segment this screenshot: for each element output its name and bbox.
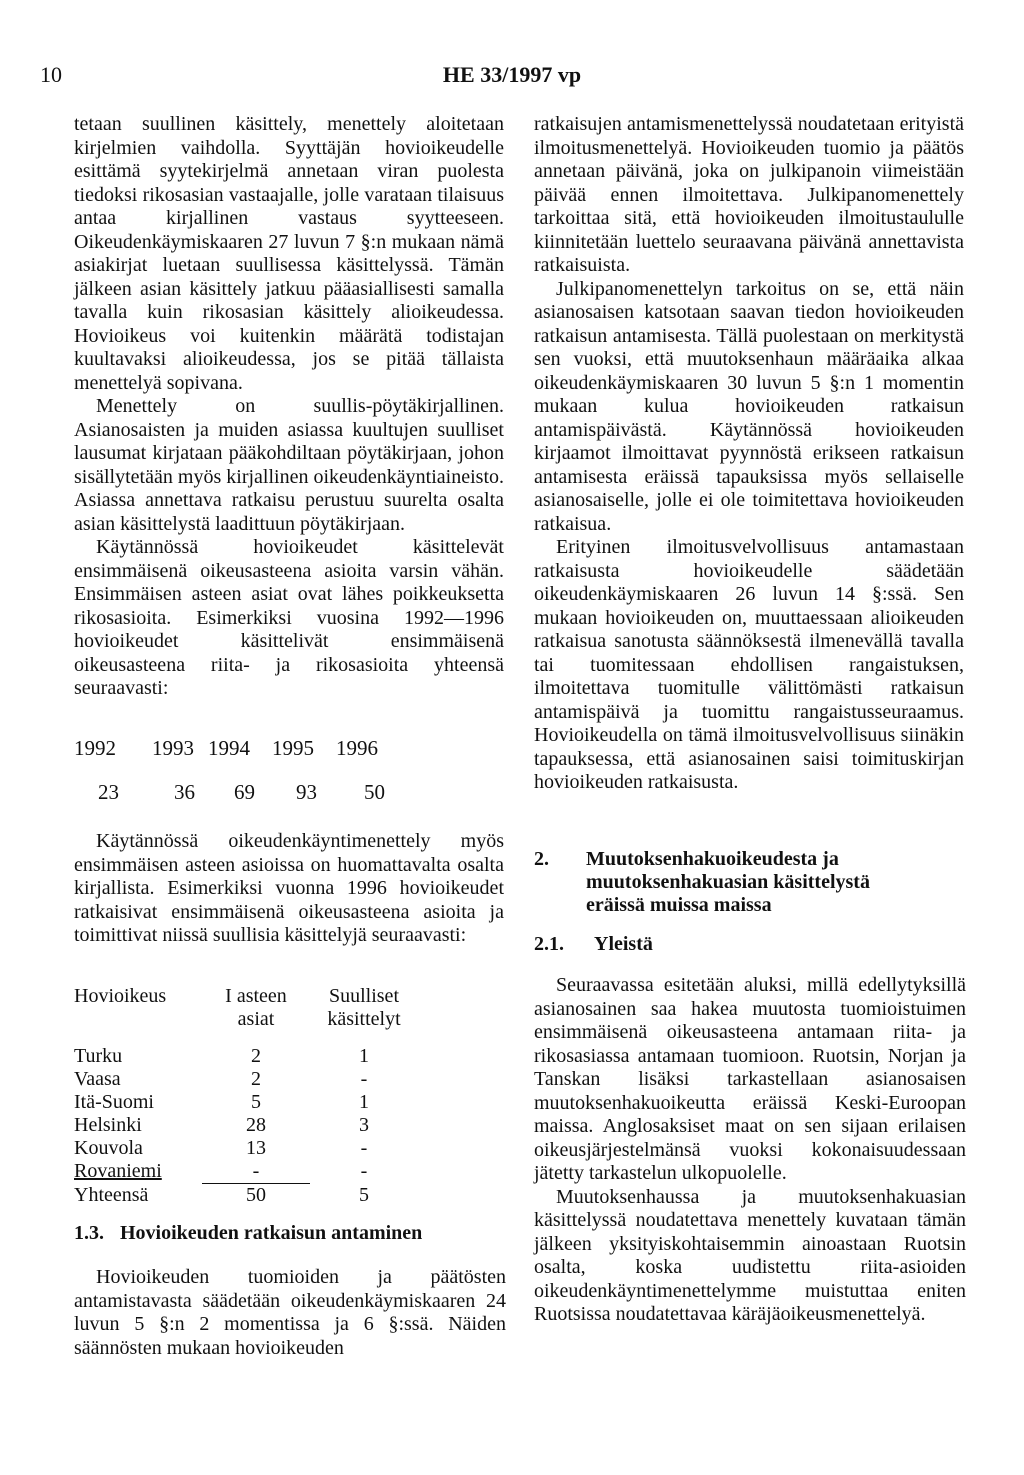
section-heading-2 bbox=[534, 848, 964, 920]
table-row bbox=[74, 1160, 418, 1184]
table-header-line: Suulliset bbox=[328, 985, 399, 1007]
court-name: Itä-Suomi bbox=[74, 1091, 154, 1113]
table-row bbox=[74, 1068, 418, 1091]
document-id: HE 33/1997 vp bbox=[442, 62, 582, 87]
court-name: Helsinki bbox=[74, 1114, 142, 1136]
hearings-value: 3 bbox=[359, 1114, 369, 1136]
paragraph: Menettely on suullis-pöytäkirjallinen. Asianosaisten ja muiden asiassa kuultujen suulliset lausumat kirjataan pääkohdiltaan pöytäkirjaan, johon sisällytetään myös kirjallinen oikeudenkäyntiaineisto. Asiassa annettava ratkaisu perustuu suurelta osalta asian käsittelystä laadittuun pöytäkirjaan. bbox=[74, 395, 504, 535]
years-row bbox=[74, 736, 504, 764]
right-column-bottom bbox=[534, 974, 966, 1327]
section-title: Yleistä bbox=[594, 933, 653, 955]
paragraph: Muutoksenhaussa ja muutoksenhakuasian käsittelyssä noudatettava menettely kuvataan tämän jälkeen yksityiskohtaisemmin ainoastaan Ruotsin osalta, koska uudistettu riita-asioiden oikeudenkäyntimenettelymme muistuttaa eniten Ruotsissa noudatettavaa käräjäoikeusmenettelyä. bbox=[534, 1185, 966, 1325]
hearings-value: 1 bbox=[359, 1091, 369, 1113]
cases-value: - bbox=[202, 1160, 310, 1184]
page-number: 10 bbox=[40, 62, 62, 87]
paragraph: ratkaisujen antamismenettelyssä noudatetaan erityistä ilmoitusmenettelyä. Hovioikeuden tuomio ja päätös annetaan päivänä, joka on julkipanoin viimeistään päivää ennen ilmoitettava. Julkipanomenettely tarkoittaa sitä, että hovioikeuden ilmoitustaululle kiinnitetään luettelo seuraavana päivänä annettavista ratkaisuista. bbox=[534, 113, 964, 276]
left-column-mid bbox=[74, 830, 504, 948]
table-header-line: I asteen bbox=[225, 985, 287, 1007]
table-header-line: käsittelyt bbox=[327, 1008, 401, 1030]
paragraph: Erityinen ilmoitusvelvollisuus antamastaan ratkaisusta hovioikeudelle säädetään oikeudenkäymiskaaren 26 luvun 14 §:ssä. Sen mukaan hovioikeuden on, muuttaessaan alioikeuden ratkaisua sanotusta säännöksestä ilmenevällä tavalla tai tuomitessaan ehdollisen rangaistuksen, ilmoitettava tuomitulle välittömästi ratkaisun antamispäivä ja tuomittu rangaistusseuraamus. Hovioikeudella on tämä ilmoitusvelvollisuus siinäkin tapauksessa, että asianosainen saisi toimituskirjan hovioikeuden ratkaisusta. bbox=[534, 536, 964, 793]
hearings-value: 1 bbox=[359, 1045, 369, 1067]
hearings-value: - bbox=[360, 1160, 368, 1182]
total-cases: 50 bbox=[246, 1184, 266, 1206]
cases-value: 13 bbox=[246, 1137, 266, 1159]
hearings-value: - bbox=[360, 1137, 368, 1159]
table-row bbox=[74, 1091, 418, 1114]
court-name: Rovaniemi bbox=[74, 1160, 162, 1182]
paragraph: Käytännössä oikeudenkäyntimenettely myös ensimmäisen asteen asioissa on huomattavalta osalta kirjallista. Esimerkiksi vuonna 1996 hovioikeudet ratkaisivat ensimmäisenä oikeusasteena asioita ja toimittivat niissä suullisia käsittelyjä seuraavasti: bbox=[74, 830, 504, 946]
table-header-line: asiat bbox=[237, 1008, 275, 1030]
table-total-row bbox=[74, 1184, 418, 1208]
paragraph: Käytännössä hovioikeudet käsittelevät ensimmäisenä oikeusasteena asioita varsin vähän. Ensimmäisen asteen asiat ovat lähes poikkeuksetta rikosasioita. Esimerkiksi vuosina 1992—1996 hovioikeudet käsittelivät ensimmäisenä oikeusasteena riita- ja rikosasioita yhteensä seuraavasti: bbox=[74, 536, 504, 699]
cases-value: 2 bbox=[251, 1068, 261, 1090]
section-title: Hovioikeuden ratkaisun antaminen bbox=[120, 1222, 423, 1244]
left-column-top bbox=[74, 113, 504, 701]
hearings-value: - bbox=[360, 1068, 368, 1090]
court-name: Turku bbox=[74, 1045, 123, 1067]
table-row bbox=[74, 1114, 418, 1137]
paragraph: Hovioikeuden tuomioiden ja päätösten antamistavasta säädetään oikeudenkäymiskaaren 24 luvun 5 §:n 2 momentissa ja 6 §:ssä. Näiden säännösten mukaan hovioikeuden bbox=[74, 1266, 506, 1359]
cases-value: 2 bbox=[251, 1045, 261, 1067]
section-title-line: muutoksenhakuasian käsittelystä bbox=[586, 871, 870, 893]
total-hearings: 5 bbox=[359, 1183, 369, 1206]
section-number: 2.1. bbox=[534, 933, 564, 955]
paragraph: tetaan suullinen käsittely, menettely aloitetaan kirjelmien vaihdolla. Syyttäjän hovioikeudelle esittämä syytekirjelmä annetaan viran puolesta tiedoksi rikosasian vastaajalle, jolle varataan tilaisuus antaa kirjallinen vastaus syytteeseen. Oikeudenkäymiskaaren 27 luvun 7 §:n mukaan nämä asiakirjat luetaan suullisessa käsittelyssä. Tämän jälkeen asian käsittely jatkuu pääasiallisesti samalla tavalla kuin rikosasian käsittely alioikeudessa. Hovioikeus voi kuitenkin määrätä todistajan kuultavaksi alioikeudessa, jos se pitää tällaista menettelyä sopivana. bbox=[74, 113, 504, 394]
total-label: Yhteensä bbox=[74, 1183, 149, 1206]
table-row bbox=[74, 1045, 418, 1068]
year-cell: 1995 bbox=[272, 736, 314, 760]
courts-table bbox=[74, 985, 418, 1207]
court-name: Kouvola bbox=[74, 1137, 143, 1159]
section-number: 2. bbox=[534, 848, 549, 870]
cases-value: 28 bbox=[246, 1114, 266, 1136]
section-title-line: Muutoksenhakuoikeudesta ja bbox=[586, 848, 839, 870]
table-header: Hovioikeus bbox=[74, 985, 167, 1007]
year-cell: 1996 bbox=[336, 736, 378, 760]
count-cell: 69 bbox=[234, 780, 255, 804]
cases-value: 5 bbox=[251, 1091, 261, 1113]
section-heading-2-1 bbox=[534, 933, 964, 957]
year-cell: 1992 bbox=[74, 736, 116, 760]
section-title-line: eräissä muissa maissa bbox=[586, 894, 772, 916]
table-row bbox=[74, 1137, 418, 1160]
count-cell: 50 bbox=[364, 780, 385, 804]
section-number: 1.3. bbox=[74, 1222, 104, 1244]
table-header bbox=[202, 985, 310, 1031]
table-header-row bbox=[74, 985, 418, 1031]
paragraph: Seuraavassa esitetään aluksi, millä edellytyksillä asianosainen saa hakea muutosta tuomioistuimen ensimmäisenä oikeusasteena antamaan riita- ja rikosasiassa antamaan tuomioon. Ruotsin, Norjan ja Tanskan lisäksi tarkastellaan asianosaisen muutoksenhakuoikeutta eräissä Keski-Euroopan maissa. Anglosaksiset maat on sen sijaan erilaisen oikeusjärjestelmänsä vuoksi kokonaisuudessaan jätetty tarkastelun ulkopuolelle. bbox=[534, 974, 966, 1184]
counts-row bbox=[74, 780, 504, 808]
section-1-3-body bbox=[74, 1266, 506, 1360]
paragraph: Julkipanomenettelyn tarkoitus on se, että näin asianosaisen katsotaan saavan tiedon hovioikeuden ratkaisun antamisesta. Tällä puolestaan on merkitystä sen vuoksi, että muutoksenhaun määräaika alkaa oikeudenkäymiskaaren 30 luvun 5 §:n 1 momentin mukaan kulua hovioikeuden ratkaisun antamispäivästä. Käytännössä hovioikeuden kirjaamot ilmoittavat pyynnöstä erikseen ratkaisun antamisesta eräissä tapauksissa myös sellaiselle asianosaiselle, jolle ei ole toimitettava hovioikeuden ratkaisua. bbox=[534, 277, 964, 535]
year-cell: 1994 bbox=[208, 736, 250, 760]
count-cell: 36 bbox=[174, 780, 195, 804]
count-cell: 93 bbox=[296, 780, 317, 804]
court-name: Vaasa bbox=[74, 1068, 121, 1090]
section-heading-1-3 bbox=[74, 1222, 504, 1246]
table-header bbox=[310, 985, 418, 1031]
right-column-top bbox=[534, 113, 964, 795]
count-cell: 23 bbox=[98, 780, 119, 804]
year-cell: 1993 bbox=[152, 736, 194, 760]
